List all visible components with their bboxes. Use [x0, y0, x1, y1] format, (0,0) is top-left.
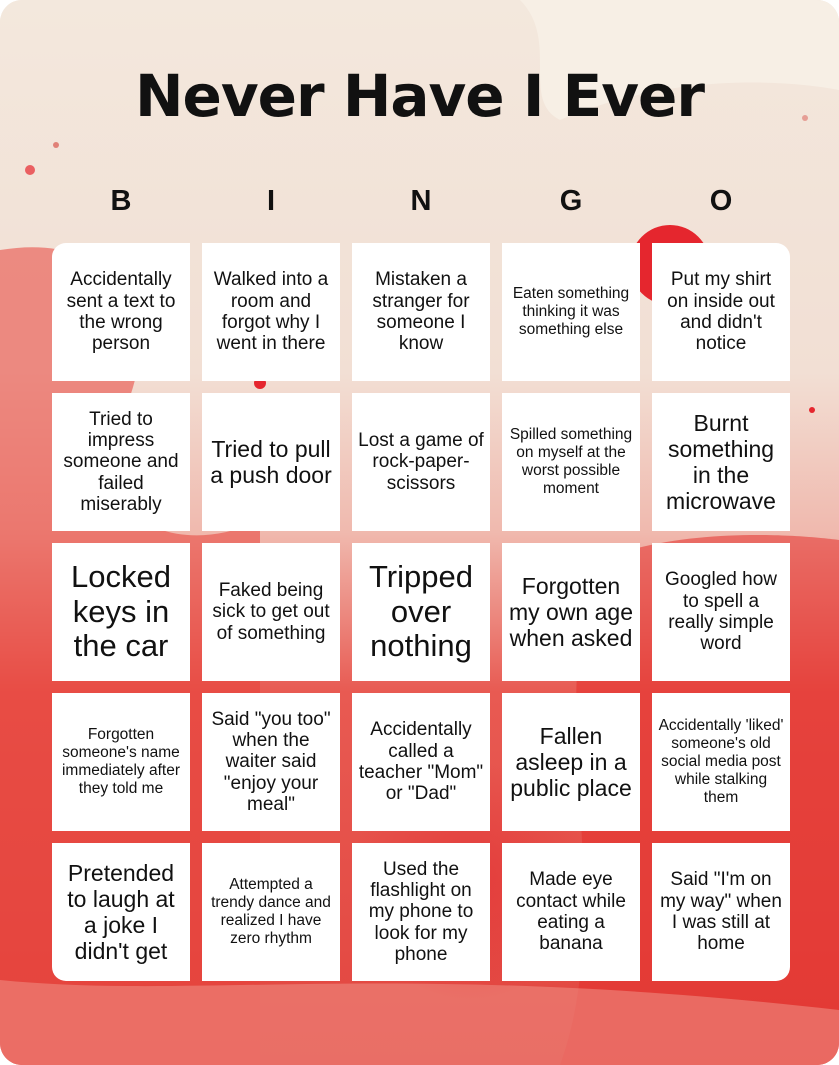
- bingo-cell[interactable]: Made eye contact while eating a banana: [502, 843, 640, 981]
- bingo-cell[interactable]: Burnt something in the microwave: [652, 393, 790, 531]
- bingo-cell[interactable]: Pretended to laugh at a joke I didn't get: [52, 843, 190, 981]
- column-letter-i: I: [266, 185, 276, 217]
- bingo-cell[interactable]: Tried to pull a push door: [202, 393, 340, 531]
- bingo-cell[interactable]: Attempted a trendy dance and realized I have zero rhythm: [202, 843, 340, 981]
- bingo-cell[interactable]: Used the flashlight on my phone to look for my phone: [352, 843, 490, 981]
- bingo-cell[interactable]: Said "I'm on my way" when I was still at home: [652, 843, 790, 981]
- bingo-cell[interactable]: Walked into a room and forgot why I went in there: [202, 243, 340, 381]
- bingo-cell[interactable]: Locked keys in the car: [52, 543, 190, 681]
- bingo-cell[interactable]: Forgotten my own age when asked: [502, 543, 640, 681]
- bingo-cell[interactable]: Spilled something on myself at the worst possible moment: [502, 393, 640, 531]
- column-letter-g: G: [559, 185, 583, 217]
- bingo-cell[interactable]: Lost a game of rock-paper-scissors: [352, 393, 490, 531]
- bingo-cell[interactable]: Googled how to spell a really simple word: [652, 543, 790, 681]
- bingo-cell[interactable]: Put my shirt on inside out and didn't notice: [652, 243, 790, 381]
- bingo-header: [52, 185, 790, 225]
- bingo-grid: [52, 243, 790, 979]
- bingo-cell[interactable]: Forgotten someone's name immediately after they told me: [52, 693, 190, 831]
- bingo-cell[interactable]: Accidentally called a teacher "Mom" or "Dad": [352, 693, 490, 831]
- bingo-cell[interactable]: Accidentally sent a text to the wrong person: [52, 243, 190, 381]
- bingo-cell[interactable]: Accidentally 'liked' someone's old social media post while stalking them: [652, 693, 790, 831]
- bingo-cell[interactable]: Tripped over nothing: [352, 543, 490, 681]
- page-title: Never Have I Ever: [135, 62, 704, 130]
- bingo-cell[interactable]: Faked being sick to get out of something: [202, 543, 340, 681]
- bingo-cell[interactable]: Fallen asleep in a public place: [502, 693, 640, 831]
- column-letter-b: B: [110, 185, 132, 217]
- column-letter-n: N: [410, 185, 432, 217]
- column-letter-o: O: [709, 185, 733, 217]
- bingo-cell[interactable]: Tried to impress someone and failed miserably: [52, 393, 190, 531]
- bingo-cell[interactable]: Said "you too" when the waiter said "enjoy your meal": [202, 693, 340, 831]
- bingo-cell[interactable]: Mistaken a stranger for someone I know: [352, 243, 490, 381]
- bingo-cell[interactable]: Eaten something thinking it was something else: [502, 243, 640, 381]
